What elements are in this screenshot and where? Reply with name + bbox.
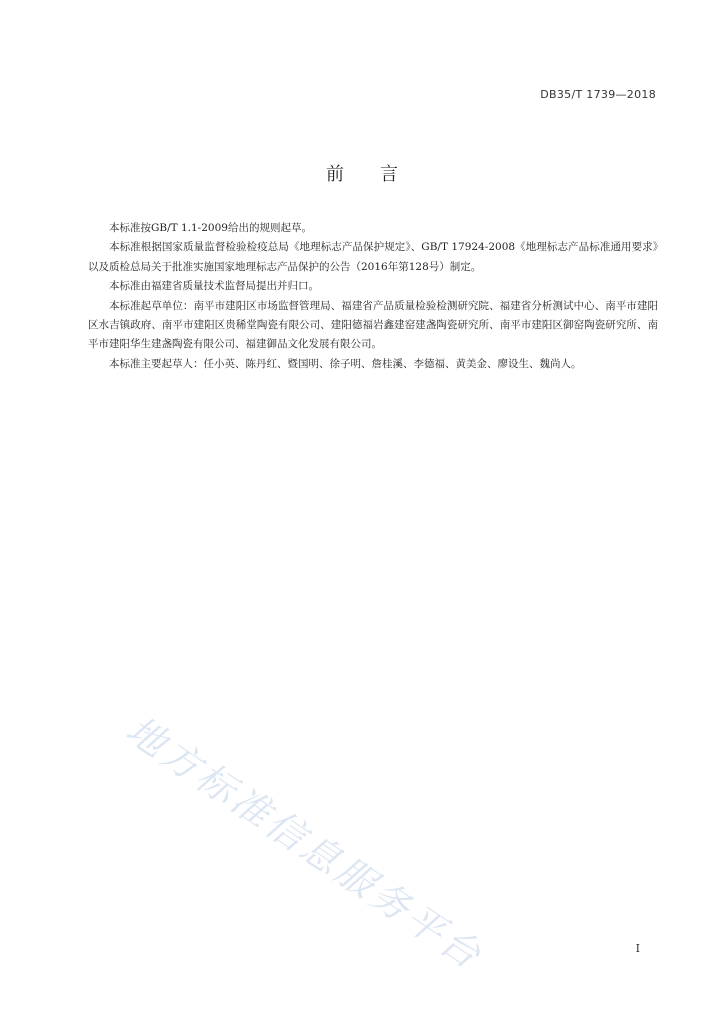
paragraph-proposer: 本标准由福建省质量技术监督局提出并归口。: [109, 280, 319, 293]
page-title: 前言: [326, 164, 434, 185]
paragraph-drafting-rules: 本标准按GB/T 1.1-2009给出的规则起草。: [109, 222, 312, 234]
watermark: 地方标准信息服务平台: [118, 707, 492, 979]
paragraph-basis: 本标准根据国家质量监督检验检疫总局《地理标志产品保护规定》、GB/T 17924-2008《地理标志产品标准通用要求》以及质检总局关于批准实施国家地理标志产品保护的公告（2016年第128号）制定。: [88, 241, 658, 273]
foreword-body: [88, 219, 658, 374]
page-number: I: [635, 942, 640, 955]
paragraph-drafting-units: 本标准起草单位：南平市建阳区市场监督管理局、福建省产品质量检验检测研究院、福建省分析测试中心、南平市建阳区水吉镇政府、南平市建阳区贵稀堂陶瓷有限公司、建阳德福岩鑫建窑建盏陶瓷研究所、南平市建阳区御窑陶瓷研究所、南平市建阳华生建盏陶瓷有限公司、福建御品文化发展有限公司。: [88, 299, 658, 351]
document-code: DB35/T 1739—2018: [540, 88, 656, 101]
paragraph-drafters: 本标准主要起草人：任小英、陈丹红、暨国明、徐子明、詹桂溪、李德福、黄美金、廖设生、魏尚人。: [109, 357, 582, 370]
